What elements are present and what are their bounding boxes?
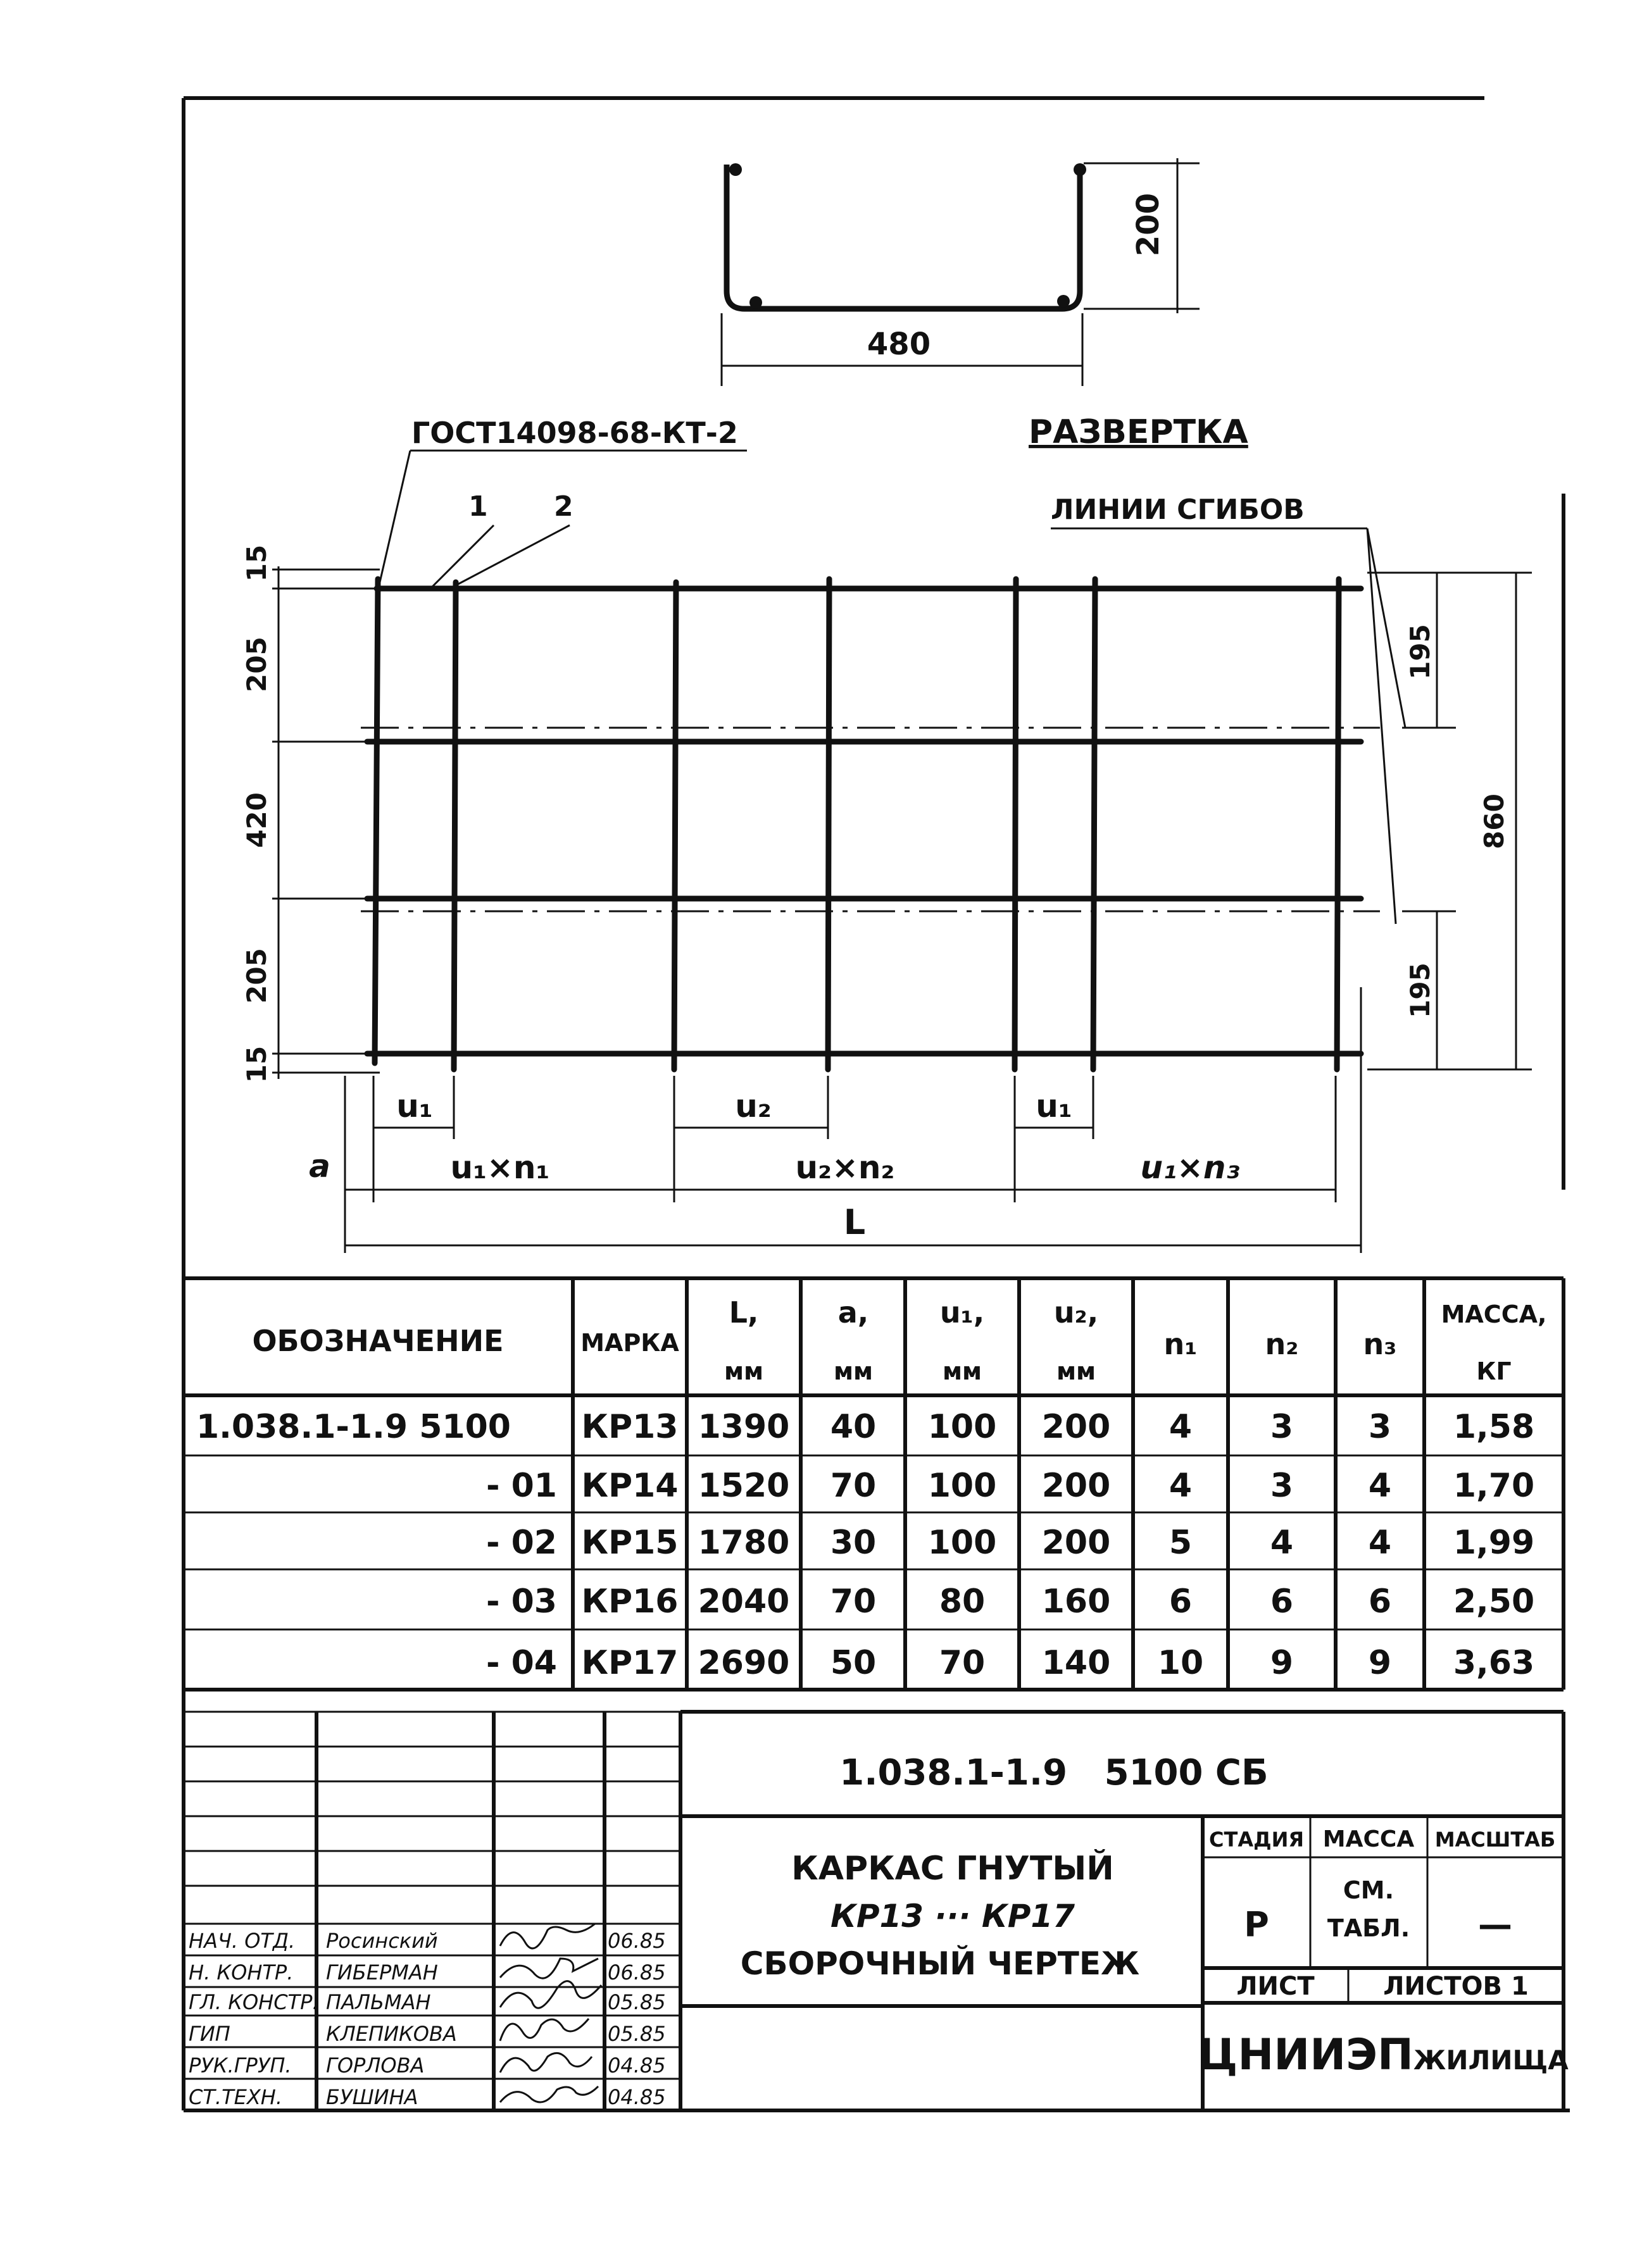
row3-mark: КР16 [581,1583,679,1621]
dim-L: L [843,1202,866,1242]
title-block [184,1712,1569,2110]
title-line-3: СБОРОЧНЫЙ ЧЕРТЕЖ [740,1945,1140,1982]
row4-n1: 10 [1157,1644,1204,1682]
title-line-2: КР13 ··· КР17 [830,1898,1075,1935]
staff0-date: 06.85 [608,1929,666,1953]
left-dimensions [241,545,380,1083]
dim-u1: u₁ [396,1088,433,1125]
row1-designation: - 01 [486,1467,557,1505]
row1-n3: 4 [1368,1467,1392,1505]
row4-designation: - 04 [486,1644,557,1682]
row2-mass: 1,99 [1453,1524,1535,1562]
signature-5 [500,2053,592,2072]
th-a: a, [837,1295,869,1330]
row2-u1: 100 [927,1524,997,1562]
org-main: ЦНИИЭП [1198,2030,1413,2080]
staff0-role: НАЧ. ОТД. [189,1929,296,1953]
left-dim-5: 15 [241,1045,272,1083]
left-dim-2: 205 [241,637,272,692]
profile-height-label: 200 [1131,192,1166,257]
mass-value-1: СМ. [1343,1876,1394,1904]
row1-u2: 200 [1041,1467,1111,1505]
row4-L: 2690 [698,1644,790,1682]
staff2-date: 05.85 [608,1990,666,2014]
staff3-name: КЛЕПИКОВА [326,2022,457,2046]
profile-section [722,158,1200,386]
th-a-unit: мм [833,1357,874,1385]
scale-label: МАСШТАБ [1434,1828,1556,1852]
right-dim-2: 860 [1479,794,1510,849]
cross-rods [375,579,1339,1069]
staff2-name: ПАЛЬМАН [326,1990,431,2014]
scale-value: — [1478,1905,1512,1945]
dim-u1n3: u₁×n₃ [1140,1149,1240,1186]
th-designation: ОБОЗНАЧЕНИЕ [252,1324,504,1358]
th-n1: n₁ [1163,1327,1198,1361]
signature-6 [500,2086,598,2102]
row4-a: 50 [830,1644,877,1682]
row1-n1: 4 [1169,1467,1193,1505]
staff3-role: ГИП [189,2022,230,2046]
staff4-date: 04.85 [608,2053,666,2078]
position-1-label: 1 [468,490,488,523]
profile-width-label: 480 [867,327,931,362]
row2-mark: КР15 [581,1524,679,1562]
sheets-label: ЛИСТОВ 1 [1383,1972,1529,2001]
bend-lines-label: ЛИНИИ СГИБОВ [1051,494,1305,526]
gost-label: ГОСТ14098-68-КТ-2 [411,416,738,450]
row2-L: 1780 [698,1524,790,1562]
staff1-date: 06.85 [608,1960,666,1984]
staff0-name: Росинский [326,1929,438,1953]
staff3-date: 05.85 [608,2022,666,2046]
row1-a: 70 [830,1467,877,1505]
mass-value-2: ТАБЛ. [1327,1914,1410,1942]
left-dim-4: 205 [241,948,272,1004]
row1-mass: 1,70 [1453,1467,1535,1505]
th-n2: n₂ [1265,1327,1299,1361]
doc-code: 1.038.1-1.9 5100 СБ [839,1752,1269,1793]
signature-1 [500,1924,595,1948]
staff1-role: Н. КОНТР. [189,1960,294,1984]
staff5-date: 04.85 [608,2085,666,2109]
th-mark: МАРКА [580,1329,679,1357]
th-u2: u₂, [1053,1295,1099,1330]
right-dimensions [1367,573,1532,1069]
razvertka-label: РАЗВЕРТКА [1029,413,1248,451]
row0-u1: 100 [927,1408,997,1446]
row0-n3: 3 [1368,1408,1392,1446]
dim-u2: u₂ [735,1088,772,1125]
row0-mark: КР13 [581,1408,679,1446]
title-line-1: КАРКАС ГНУТЫЙ [791,1850,1114,1888]
row4-n3: 9 [1368,1644,1392,1682]
right-dim-3: 195 [1405,963,1436,1018]
row3-n3: 6 [1368,1583,1392,1621]
sheet-label: ЛИСТ [1236,1972,1315,2001]
row2-a: 30 [830,1524,877,1562]
row2-designation: - 02 [486,1524,557,1562]
bottom-dimensions [309,987,1361,1253]
mass-label: МАССА [1322,1826,1415,1852]
row3-L: 2040 [698,1583,790,1621]
row2-u2: 200 [1041,1524,1111,1562]
row3-mass: 2,50 [1453,1583,1535,1621]
org-name [1198,2030,1569,2080]
row0-n2: 3 [1270,1408,1294,1446]
bend-lines [361,728,1380,911]
staff5-name: БУШИНА [326,2085,418,2109]
staff2-role: ГЛ. КОНСТР. [189,1990,319,2014]
spec-table [184,1278,1564,1690]
th-mass-unit: КГ [1476,1357,1512,1385]
th-u1-unit: мм [942,1357,982,1385]
row0-designation: 1.038.1-1.9 5100 [196,1408,511,1446]
th-L-unit: мм [724,1357,764,1385]
signature-4 [500,2019,589,2041]
row1-L: 1520 [698,1467,790,1505]
row2-n2: 4 [1270,1524,1294,1562]
row0-n1: 4 [1169,1408,1193,1446]
row4-mass: 3,63 [1453,1644,1535,1682]
left-dim-3: 420 [241,792,272,848]
longitudinal-rods [367,589,1361,1054]
staff1-name: ГИБЕРМАН [326,1960,438,1984]
row1-n2: 3 [1270,1467,1294,1505]
staff4-role: РУК.ГРУП. [189,2053,292,2078]
row3-u1: 80 [939,1583,986,1621]
th-u1: u₁, [939,1295,985,1330]
row2-n1: 5 [1169,1524,1193,1562]
signature-3 [500,1981,601,2009]
row0-u2: 200 [1041,1408,1111,1446]
right-dim-1: 195 [1405,624,1436,680]
position-2-label: 2 [554,490,573,523]
org-suffix: ЖИЛИЩА [1413,2045,1569,2076]
row3-a: 70 [830,1583,877,1621]
left-dim-1: 15 [241,544,272,582]
dim-u1-right: u₁ [1036,1088,1072,1125]
row3-n2: 6 [1270,1583,1294,1621]
row2-n3: 4 [1368,1524,1392,1562]
signature-2 [500,1959,598,1978]
row3-n1: 6 [1169,1583,1193,1621]
dim-a: a [309,1148,330,1185]
row1-u1: 100 [927,1467,997,1505]
row1-mark: КР14 [581,1467,679,1505]
row3-u2: 160 [1041,1583,1111,1621]
staff4-name: ГОРЛОВА [326,2053,425,2078]
row4-u2: 140 [1041,1644,1111,1682]
row4-u1: 70 [939,1644,986,1682]
row0-mass: 1,58 [1453,1408,1535,1446]
dim-u2n2: u₂×n₂ [795,1149,895,1186]
stage-label: СТАДИЯ [1209,1828,1304,1852]
stage-value: Р [1244,1905,1269,1945]
th-L: L, [729,1295,759,1330]
row4-n2: 9 [1270,1644,1294,1682]
row3-designation: - 03 [486,1583,557,1621]
row0-a: 40 [830,1408,877,1446]
row4-mark: КР17 [581,1644,679,1682]
th-u2-unit: мм [1056,1357,1096,1385]
th-n3: n₃ [1363,1327,1397,1361]
th-mass: МАССА, [1441,1300,1547,1328]
staff5-role: СТ.ТЕХН. [189,2085,282,2109]
dim-u1n1: u₁×n₁ [450,1149,550,1186]
row0-L: 1390 [698,1408,790,1446]
